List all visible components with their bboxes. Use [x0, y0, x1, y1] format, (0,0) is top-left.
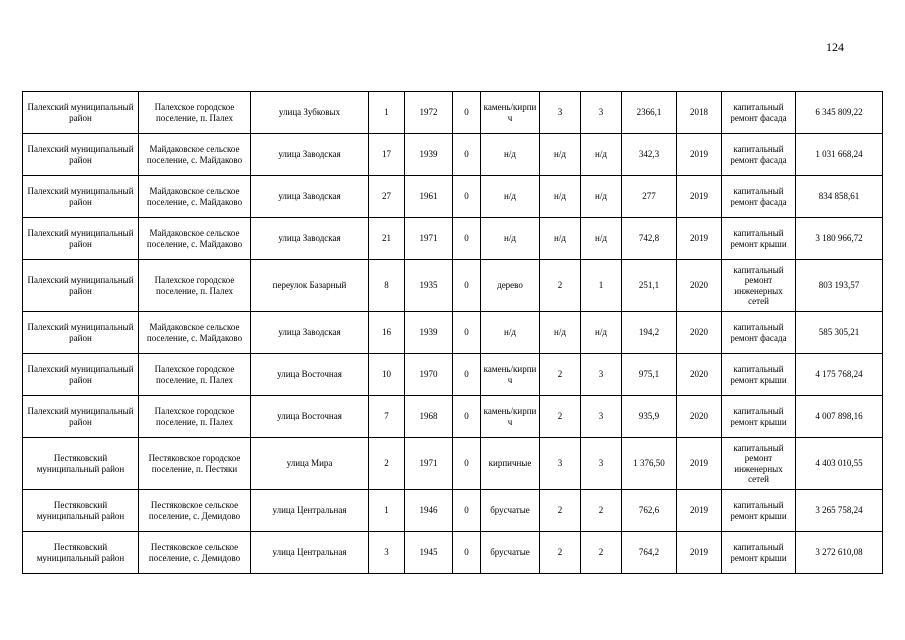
work-type-cell: капитальный ремонт фасада — [722, 92, 796, 134]
house-number-cell: 2 — [369, 438, 405, 490]
area-cell: 251,1 — [622, 260, 677, 312]
cost-cell: 3 272 610,08 — [796, 532, 883, 574]
entrances-cell: 3 — [581, 92, 622, 134]
floors-cell: 2 — [540, 490, 581, 532]
cost-cell: 3 265 758,24 — [796, 490, 883, 532]
street-cell: улица Заводская — [251, 218, 369, 260]
zero-cell: 0 — [453, 532, 481, 574]
floors-cell: 2 — [540, 260, 581, 312]
plan-year-cell: 2019 — [677, 218, 722, 260]
street-cell: улица Заводская — [251, 134, 369, 176]
area-cell: 342,3 — [622, 134, 677, 176]
floors-cell: н/д — [540, 134, 581, 176]
floors-cell: н/д — [540, 176, 581, 218]
build-year-cell: 1970 — [405, 354, 453, 396]
build-year-cell: 1939 — [405, 134, 453, 176]
area-cell: 975,1 — [622, 354, 677, 396]
district-cell: Палехский муниципальный район — [23, 260, 139, 312]
zero-cell: 0 — [453, 92, 481, 134]
settlement-cell: Майдаковское сельское поселение, с. Майдаково — [139, 176, 251, 218]
house-number-cell: 10 — [369, 354, 405, 396]
street-cell: улица Мира — [251, 438, 369, 490]
settlement-cell: Пестяковское городское поселение, п. Пестяки — [139, 438, 251, 490]
floors-cell: н/д — [540, 312, 581, 354]
plan-year-cell: 2018 — [677, 92, 722, 134]
work-type-cell: капитальный ремонт фасада — [722, 134, 796, 176]
plan-year-cell: 2019 — [677, 134, 722, 176]
district-cell: Палехский муниципальный район — [23, 176, 139, 218]
plan-year-cell: 2019 — [677, 532, 722, 574]
zero-cell: 0 — [453, 354, 481, 396]
plan-year-cell: 2020 — [677, 354, 722, 396]
district-cell: Палехский муниципальный район — [23, 218, 139, 260]
cost-cell: 803 193,57 — [796, 260, 883, 312]
zero-cell: 0 — [453, 176, 481, 218]
district-cell: Палехский муниципальный район — [23, 354, 139, 396]
wall-material-cell: н/д — [481, 176, 540, 218]
cost-cell: 1 031 668,24 — [796, 134, 883, 176]
table-row — [23, 260, 883, 312]
area-cell: 277 — [622, 176, 677, 218]
zero-cell: 0 — [453, 218, 481, 260]
plan-year-cell: 2020 — [677, 312, 722, 354]
district-cell: Пестяковский муниципальный район — [23, 532, 139, 574]
cost-cell: 834 858,61 — [796, 176, 883, 218]
settlement-cell: Палехское городское поселение, п. Палех — [139, 396, 251, 438]
settlement-cell: Майдаковское сельское поселение, с. Майдаково — [139, 134, 251, 176]
build-year-cell: 1945 — [405, 532, 453, 574]
entrances-cell: 3 — [581, 354, 622, 396]
house-number-cell: 27 — [369, 176, 405, 218]
house-number-cell: 3 — [369, 532, 405, 574]
build-year-cell: 1961 — [405, 176, 453, 218]
zero-cell: 0 — [453, 396, 481, 438]
wall-material-cell: камень/кирпич — [481, 354, 540, 396]
build-year-cell: 1971 — [405, 218, 453, 260]
entrances-cell: 2 — [581, 532, 622, 574]
build-year-cell: 1968 — [405, 396, 453, 438]
wall-material-cell: н/д — [481, 312, 540, 354]
build-year-cell: 1946 — [405, 490, 453, 532]
work-type-cell: капитальный ремонт крыши — [722, 490, 796, 532]
housing-repair-table — [22, 91, 883, 574]
zero-cell: 0 — [453, 490, 481, 532]
street-cell: улица Центральная — [251, 490, 369, 532]
table-row — [23, 532, 883, 574]
district-cell: Палехский муниципальный район — [23, 134, 139, 176]
settlement-cell: Майдаковское сельское поселение, с. Майдаково — [139, 312, 251, 354]
cost-cell: 585 305,21 — [796, 312, 883, 354]
street-cell: улица Зубковых — [251, 92, 369, 134]
settlement-cell: Палехское городское поселение, п. Палех — [139, 92, 251, 134]
entrances-cell: н/д — [581, 218, 622, 260]
area-cell: 1 376,50 — [622, 438, 677, 490]
district-cell: Палехский муниципальный район — [23, 92, 139, 134]
plan-year-cell: 2019 — [677, 176, 722, 218]
house-number-cell: 7 — [369, 396, 405, 438]
area-cell: 742,8 — [622, 218, 677, 260]
house-number-cell: 8 — [369, 260, 405, 312]
zero-cell: 0 — [453, 260, 481, 312]
house-number-cell: 16 — [369, 312, 405, 354]
build-year-cell: 1939 — [405, 312, 453, 354]
settlement-cell: Палехское городское поселение, п. Палех — [139, 354, 251, 396]
work-type-cell: капитальный ремонт инженерных сетей — [722, 438, 796, 490]
wall-material-cell: камень/кирпич — [481, 92, 540, 134]
floors-cell: 3 — [540, 438, 581, 490]
zero-cell: 0 — [453, 312, 481, 354]
page-number: 124 — [826, 40, 844, 54]
area-cell: 762,6 — [622, 490, 677, 532]
floors-cell: 2 — [540, 532, 581, 574]
cost-cell: 6 345 809,22 — [796, 92, 883, 134]
area-cell: 935,9 — [622, 396, 677, 438]
house-number-cell: 21 — [369, 218, 405, 260]
table-row — [23, 92, 883, 134]
floors-cell: 2 — [540, 354, 581, 396]
area-cell: 764,2 — [622, 532, 677, 574]
wall-material-cell: брусчатые — [481, 532, 540, 574]
work-type-cell: капитальный ремонт фасада — [722, 176, 796, 218]
build-year-cell: 1935 — [405, 260, 453, 312]
street-cell: улица Заводская — [251, 176, 369, 218]
work-type-cell: капитальный ремонт крыши — [722, 532, 796, 574]
area-cell: 194,2 — [622, 312, 677, 354]
plan-year-cell: 2019 — [677, 438, 722, 490]
entrances-cell: н/д — [581, 176, 622, 218]
table-row — [23, 134, 883, 176]
table-row — [23, 354, 883, 396]
district-cell: Пестяковский муниципальный район — [23, 490, 139, 532]
work-type-cell: капитальный ремонт крыши — [722, 218, 796, 260]
work-type-cell: капитальный ремонт крыши — [722, 396, 796, 438]
settlement-cell: Пестяковское сельское поселение, с. Демидово — [139, 532, 251, 574]
house-number-cell: 17 — [369, 134, 405, 176]
cost-cell: 3 180 966,72 — [796, 218, 883, 260]
entrances-cell: 3 — [581, 438, 622, 490]
house-number-cell: 1 — [369, 92, 405, 134]
district-cell: Пестяковский муниципальный район — [23, 438, 139, 490]
work-type-cell: капитальный ремонт инженерных сетей — [722, 260, 796, 312]
street-cell: улица Восточная — [251, 396, 369, 438]
table-row — [23, 490, 883, 532]
district-cell: Палехский муниципальный район — [23, 312, 139, 354]
wall-material-cell: дерево — [481, 260, 540, 312]
wall-material-cell: н/д — [481, 218, 540, 260]
wall-material-cell: н/д — [481, 134, 540, 176]
cost-cell: 4 175 768,24 — [796, 354, 883, 396]
build-year-cell: 1971 — [405, 438, 453, 490]
work-type-cell: капитальный ремонт фасада — [722, 312, 796, 354]
zero-cell: 0 — [453, 134, 481, 176]
district-cell: Палехский муниципальный район — [23, 396, 139, 438]
wall-material-cell: брусчатые — [481, 490, 540, 532]
table-row — [23, 176, 883, 218]
plan-year-cell: 2020 — [677, 260, 722, 312]
work-type-cell: капитальный ремонт крыши — [722, 354, 796, 396]
cost-cell: 4 007 898,16 — [796, 396, 883, 438]
plan-year-cell: 2020 — [677, 396, 722, 438]
entrances-cell: 1 — [581, 260, 622, 312]
floors-cell: 2 — [540, 396, 581, 438]
street-cell: улица Восточная — [251, 354, 369, 396]
plan-year-cell: 2019 — [677, 490, 722, 532]
cost-cell: 4 403 010,55 — [796, 438, 883, 490]
floors-cell: 3 — [540, 92, 581, 134]
house-number-cell: 1 — [369, 490, 405, 532]
table-row — [23, 438, 883, 490]
street-cell: переулок Базарный — [251, 260, 369, 312]
street-cell: улица Заводская — [251, 312, 369, 354]
settlement-cell: Майдаковское сельское поселение, с. Майдаково — [139, 218, 251, 260]
zero-cell: 0 — [453, 438, 481, 490]
table-row — [23, 218, 883, 260]
table-row — [23, 312, 883, 354]
entrances-cell: 2 — [581, 490, 622, 532]
entrances-cell: н/д — [581, 312, 622, 354]
wall-material-cell: кирпичные — [481, 438, 540, 490]
settlement-cell: Пестяковское сельское поселение, с. Демидово — [139, 490, 251, 532]
floors-cell: н/д — [540, 218, 581, 260]
wall-material-cell: камень/кирпич — [481, 396, 540, 438]
table-row — [23, 396, 883, 438]
settlement-cell: Палехское городское поселение, п. Палех — [139, 260, 251, 312]
entrances-cell: н/д — [581, 134, 622, 176]
build-year-cell: 1972 — [405, 92, 453, 134]
entrances-cell: 3 — [581, 396, 622, 438]
street-cell: улица Центральная — [251, 532, 369, 574]
area-cell: 2366,1 — [622, 92, 677, 134]
